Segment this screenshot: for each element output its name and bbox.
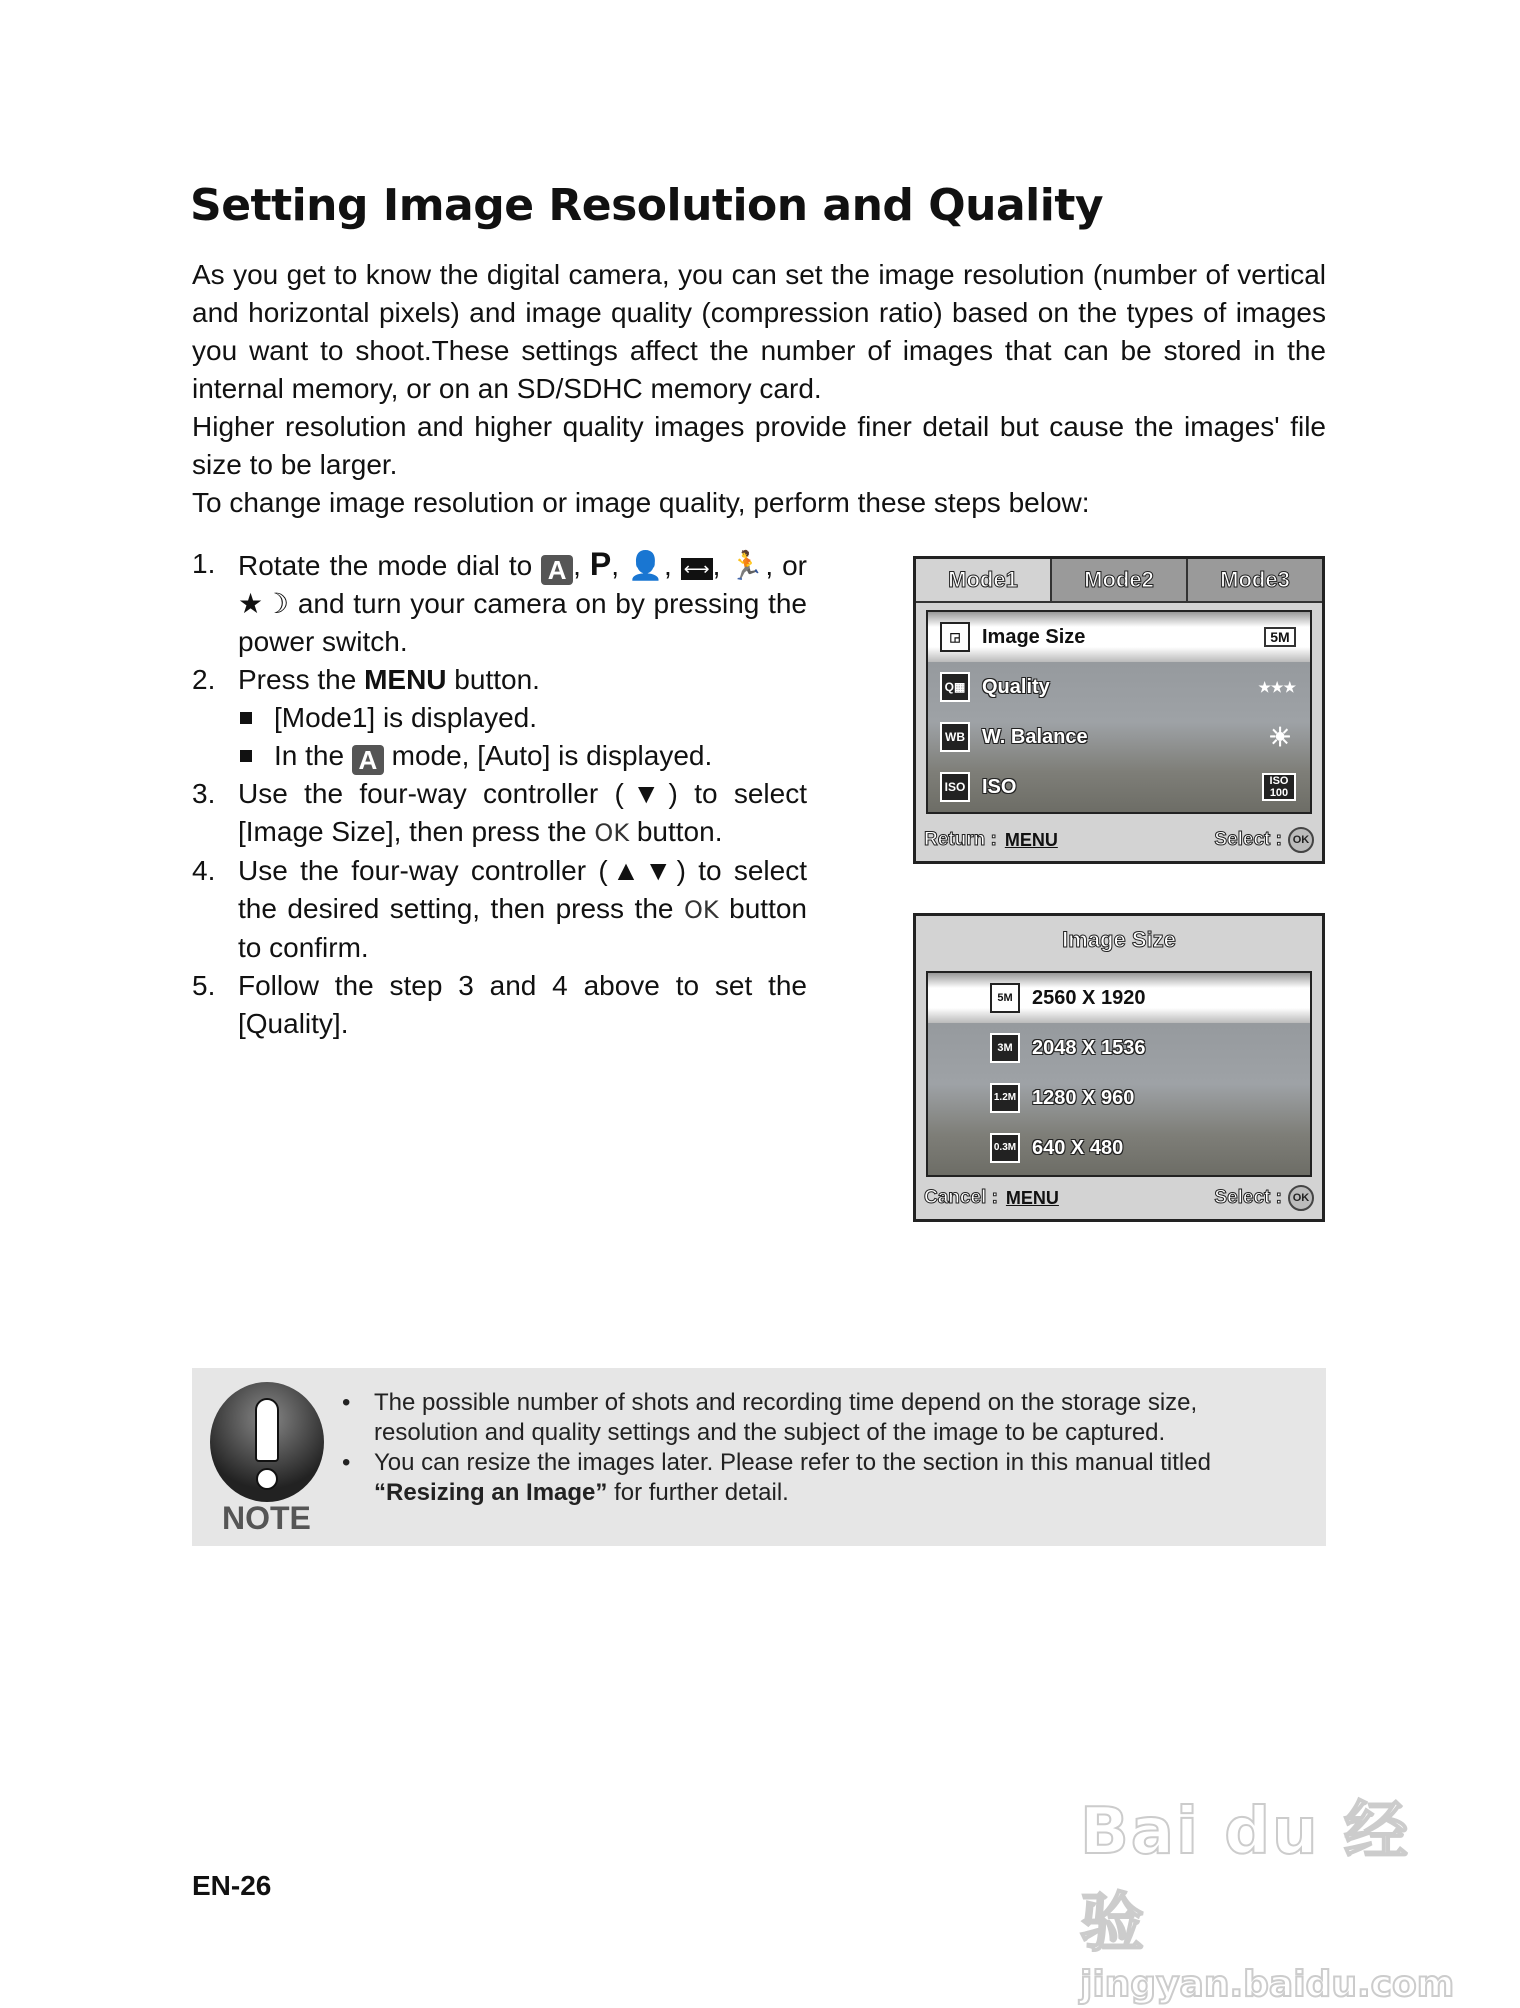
intro-paragraph: As you get to know the digital camera, you can set the image resolution (number of vertical and horizontal pixels) and image quality (compression ratio) based on the types of images you want to shoot.These settings affect the number of images that can be stored in the internal memory, or on an SD/SDHC memory card. — [192, 259, 1326, 404]
step-text: and turn your camera on by pressing the power switch. — [238, 588, 807, 657]
row-label: Quality — [982, 675, 1050, 698]
size-label: 1280 X 960 — [1032, 1086, 1135, 1109]
row-label: Image Size — [982, 625, 1086, 648]
square-bullet-icon — [240, 712, 252, 724]
sub-text: [Mode1] is displayed. — [274, 702, 538, 733]
size-label: 2560 X 1920 — [1032, 986, 1146, 1009]
note-label: NOTE — [222, 1500, 311, 1536]
portrait-mode-icon: 👤 — [627, 550, 665, 581]
tab-mode2: Mode2 — [1050, 559, 1186, 601]
menu-button-label: MENU — [364, 664, 447, 695]
step-text: Use the four-way controller (▲▼) to select the desired setting, then press the — [238, 855, 807, 924]
mode-menu-screenshot — [913, 556, 1325, 864]
exclamation-icon — [210, 1382, 324, 1502]
step-number: 1. — [192, 548, 216, 579]
menu-footer — [924, 827, 1314, 853]
step-text: button. — [454, 664, 540, 695]
step-2 — [192, 661, 807, 775]
note-item — [342, 1448, 1302, 1508]
step-3 — [192, 775, 807, 852]
size-badge-icon: 0.3M — [990, 1133, 1020, 1163]
intro-text — [192, 256, 1326, 522]
note-text: You can resize the images later. Please refer to the section in this manual titled — [374, 1449, 1211, 1476]
quality-icon: Q▦ — [940, 672, 970, 702]
menu-footer — [924, 1185, 1314, 1211]
step-text: Follow the step 3 and 4 above to set the [Quality]. — [238, 970, 807, 1039]
size-label: 2048 X 1536 — [1032, 1036, 1146, 1059]
size-option — [928, 1023, 1310, 1073]
step-number: 5. — [192, 970, 216, 1001]
menu-row-quality — [928, 662, 1310, 712]
menu-row-iso — [928, 762, 1310, 812]
watermark-brand: Bai du 经验 — [1080, 1795, 1410, 1961]
sport-mode-icon: 🏃 — [729, 550, 766, 581]
row-value: ISO 100 — [1262, 773, 1296, 801]
menu-row-white-balance — [928, 712, 1310, 762]
image-size-screenshot — [913, 913, 1325, 1222]
ok-button-label: OK — [683, 896, 719, 924]
step-text: Use the four-way controller (▼) to select [Image Size], then press the — [238, 778, 807, 847]
step-5 — [192, 967, 807, 1043]
step-text: Press the — [238, 664, 357, 695]
watermark-url: jingyan.baidu.com — [1080, 1964, 1455, 2005]
page-number: EN-26 — [192, 1870, 272, 1901]
size-option — [928, 1073, 1310, 1123]
row-label: ISO — [982, 775, 1017, 798]
size-option — [928, 973, 1310, 1023]
ok-icon: OK — [1288, 1185, 1314, 1211]
step-4 — [192, 852, 807, 967]
square-bullet-icon — [240, 750, 252, 762]
image-size-title: Image Size — [1062, 927, 1176, 952]
size-label: 640 X 480 — [1032, 1136, 1124, 1159]
step-1: 1. Rotate the mode dial to A , P, 👤, ⟷ , 🏃, or ★☽ and turn your camera on by pressing the power switch. — [192, 545, 807, 661]
menu-key-label: MENU — [1004, 829, 1058, 850]
auto-mode-icon: A — [541, 555, 573, 585]
menu-row-image-size — [928, 612, 1310, 662]
select-label: Select : — [1214, 1187, 1282, 1208]
step-text: button to confirm. — [238, 893, 807, 963]
select-label: Select : — [1214, 829, 1282, 850]
mode-tabs — [916, 559, 1322, 603]
iso-icon: ISO — [940, 772, 970, 802]
step-number: 3. — [192, 778, 216, 809]
size-option — [928, 1123, 1310, 1173]
wb-icon: WB — [940, 722, 970, 752]
sun-icon: ☀ — [1268, 721, 1292, 752]
panorama-mode-icon: ⟷ — [681, 558, 713, 580]
menu-key-label: MENU — [1005, 1187, 1059, 1208]
tab-mode3: Mode3 — [1186, 559, 1322, 601]
note-section-ref: “Resizing an Image” — [374, 1479, 608, 1506]
step-number: 2. — [192, 664, 216, 695]
size-badge-icon: 5M — [990, 983, 1020, 1013]
intro-paragraph: Higher resolution and higher quality images provide finer detail but cause the images' file size to be larger. — [192, 411, 1326, 480]
sub-text: In the — [274, 740, 345, 771]
step-text: , or — [765, 550, 807, 581]
row-label: W. Balance — [982, 725, 1088, 748]
quality-stars-icon: ★★★ — [1258, 678, 1296, 695]
menu-screen — [926, 610, 1312, 814]
program-mode-icon: P — [589, 546, 612, 582]
ok-icon: OK — [1288, 827, 1314, 853]
row-value: 5M — [1264, 627, 1296, 647]
steps-list — [192, 545, 807, 1043]
note-box — [192, 1368, 1326, 1546]
size-badge-icon: 3M — [990, 1033, 1020, 1063]
return-label: Return : — [924, 829, 997, 850]
ok-button-label: OK — [594, 819, 630, 847]
auto-mode-icon: A — [352, 745, 384, 775]
note-item: • The possible number of shots and recording time depend on the storage size, resolution and quality settings and the subject of the image to be captured. — [342, 1388, 1302, 1448]
page-title: Setting Image Resolution and Quality — [190, 180, 1104, 231]
night-mode-icon: ★☽ — [238, 588, 290, 619]
sub-bullet — [238, 699, 807, 737]
tab-mode1: Mode1 — [916, 559, 1050, 601]
step-text: Rotate the mode dial to — [238, 550, 533, 581]
note-text: for further detail. — [614, 1479, 789, 1506]
note-list — [342, 1388, 1302, 1508]
baidu-watermark — [1080, 1780, 1455, 2005]
step-number: 4. — [192, 855, 216, 886]
size-badge-icon: 1.2M — [990, 1083, 1020, 1113]
image-size-icon: ◲ — [940, 622, 970, 652]
step-text: button. — [636, 816, 723, 847]
cancel-label: Cancel : — [924, 1187, 998, 1208]
sub-text: mode, [Auto] is displayed. — [391, 740, 713, 771]
intro-paragraph: To change image resolution or image quality, perform these steps below: — [192, 487, 1090, 518]
image-size-screen — [926, 971, 1312, 1177]
sub-bullet — [238, 737, 807, 775]
